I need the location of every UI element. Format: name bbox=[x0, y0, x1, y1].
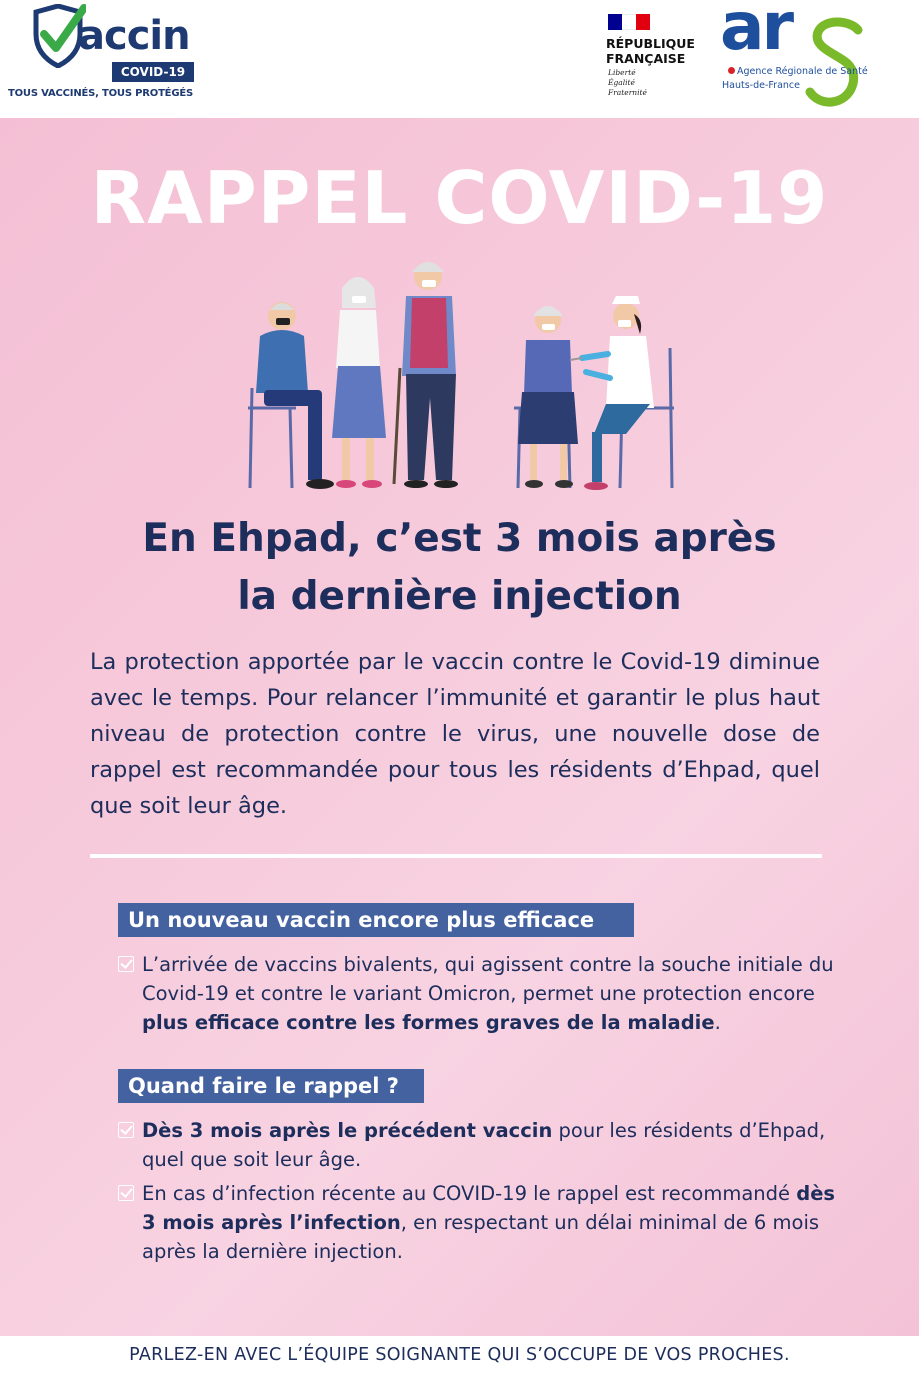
vaccin-tagline: TOUS VACCINÉS, TOUS PROTÉGÉS bbox=[8, 88, 193, 99]
vaccin-covid-logo bbox=[8, 2, 208, 102]
french-flag-icon bbox=[608, 14, 650, 30]
list-item bbox=[118, 950, 838, 1037]
intro-paragraph: La protection apportée par le vaccin contre le Covid-19 diminue avec le temps. Pour relancer l’immunité et garantir le plus haut niveau de protection contre le virus, une nouvelle dose de rappel est recommandée pour tous les résidents d’Ehpad, quel que soit leur âge. bbox=[90, 649, 820, 819]
section-heading-new-vaccine: Un nouveau vaccin encore plus efficace bbox=[118, 903, 634, 937]
covid-badge: COVID-19 bbox=[112, 62, 194, 82]
subtitle-line-2: la dernière injection bbox=[237, 574, 682, 619]
rf-motto: Liberté Égalité Fraternité bbox=[608, 68, 647, 97]
ars-region: Hauts-de-France bbox=[722, 80, 800, 91]
checkbox-check-icon bbox=[118, 1185, 134, 1201]
section-heading-when: Quand faire le rappel ? bbox=[118, 1069, 424, 1103]
checkbox-check-icon bbox=[118, 956, 134, 972]
list-item-text: L’arrivée de vaccins bivalents, qui agissent contre la souche initiale du Covid-19 et contre le variant Omicron, permet une protection encore plus efficace contre les formes graves de la maladie. bbox=[142, 953, 834, 1034]
header bbox=[0, 0, 919, 118]
red-dot-icon bbox=[728, 67, 735, 74]
list-item-text: En cas d’infection récente au COVID-19 le rappel est recommandé dès 3 mois après l’infection, en respectant un délai minimal de 6 mois après la dernière injection. bbox=[142, 1182, 836, 1263]
ars-word: ar bbox=[720, 0, 792, 65]
page-title: RAPPEL COVID-19 bbox=[90, 156, 829, 240]
republique-francaise-logo bbox=[600, 14, 710, 104]
list-item bbox=[118, 1179, 838, 1266]
elderly-vaccination-illustration bbox=[230, 258, 690, 498]
subtitle bbox=[40, 510, 879, 626]
list-item bbox=[118, 1116, 838, 1174]
divider bbox=[90, 854, 822, 858]
rf-title: RÉPUBLIQUE FRANÇAISE bbox=[606, 36, 695, 66]
ars-subtitle: Agence Régionale de Santé bbox=[728, 66, 868, 78]
footer-text: PARLEZ-EN AVEC L’ÉQUIPE SOIGNANTE QUI S’OCCUPE DE VOS PROCHES. bbox=[0, 1336, 919, 1374]
ars-logo bbox=[718, 0, 898, 104]
subtitle-line-1: En Ehpad, c’est 3 mois après bbox=[142, 516, 777, 561]
main-panel bbox=[0, 118, 919, 1336]
checkbox-check-icon bbox=[118, 1122, 134, 1138]
vaccin-word: accin bbox=[78, 13, 190, 59]
list-item-text: Dès 3 mois après le précédent vaccin pour les résidents d’Ehpad, quel que soit leur âge. bbox=[142, 1119, 826, 1171]
ars-s-icon bbox=[804, 16, 868, 108]
